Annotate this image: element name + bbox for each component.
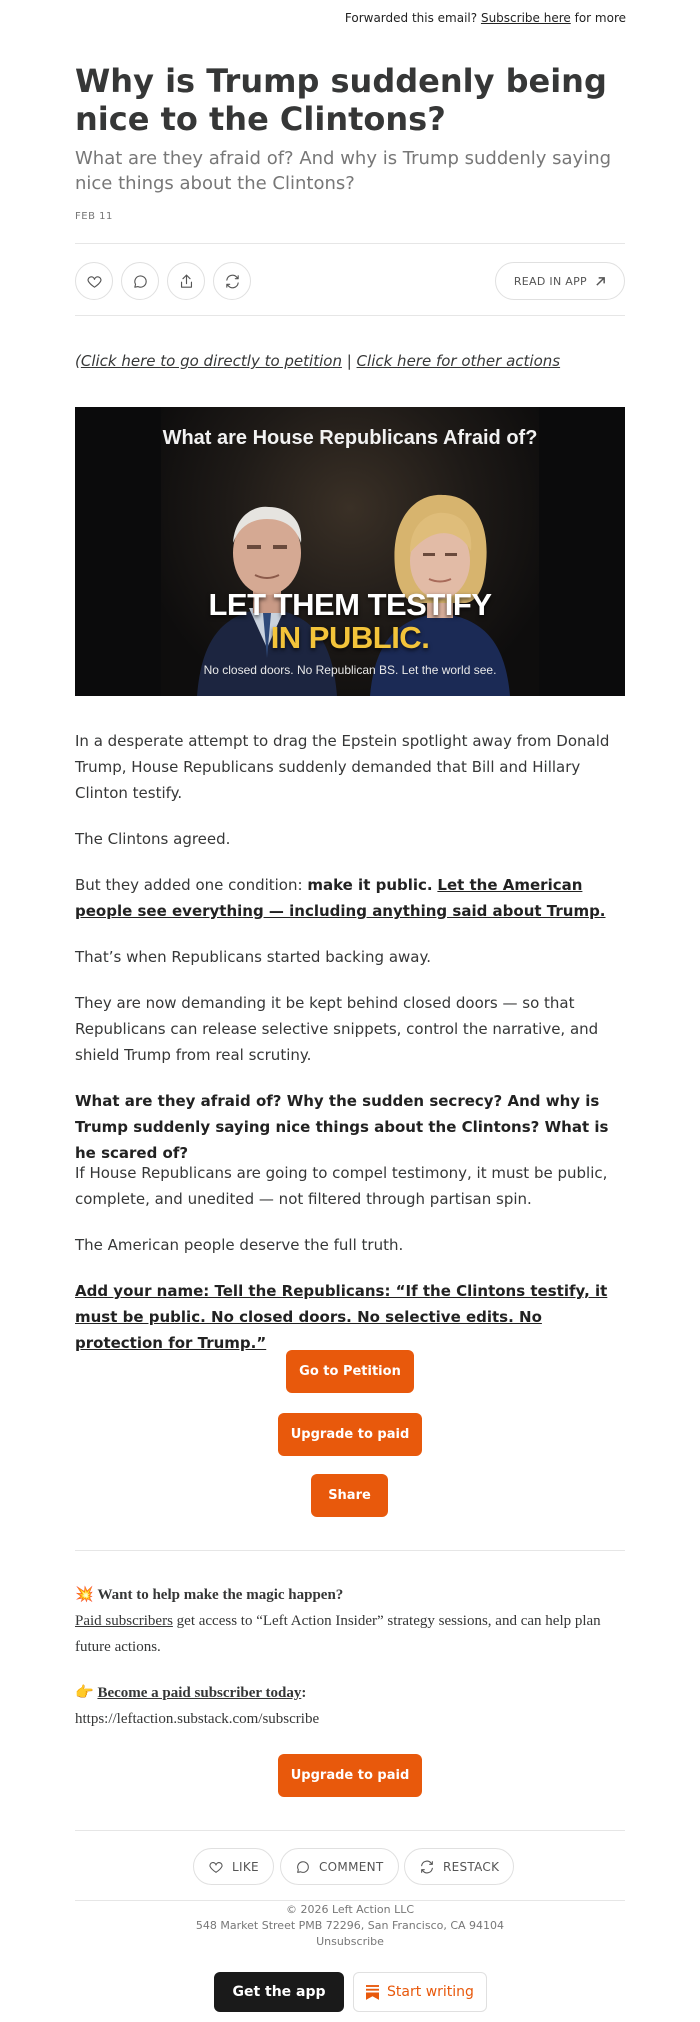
post-subtitle: What are they afraid of? And why is Trump suddenly saying nice things about the Clintons? (75, 148, 612, 194)
paragraph: That’s when Republicans started backing away. (75, 948, 431, 966)
paragraph (75, 1278, 625, 1356)
paragraph: They are now demanding it be kept behind closed doors — so that Republicans can release selective snippets, control the narrative, and shield Trump from real scrutiny. (75, 994, 599, 1064)
become-subscriber-line: 👉 Become a paid subscriber today: (75, 1685, 307, 1701)
become-paid-subscriber-link[interactable]: Become a paid subscriber today (97, 1685, 302, 1701)
comment-label: COMMENT (319, 1859, 384, 1874)
promo-text: Paid subscribers get access to “Left Action Insider” strategy sessions, and can help plan future actions. (75, 1613, 601, 1655)
boom-icon: 💥 (75, 1587, 94, 1603)
share-icon (178, 273, 195, 290)
bold-text: make it public. (307, 876, 433, 894)
share-button[interactable]: Share (311, 1474, 388, 1517)
divider (75, 1830, 625, 1831)
paragraph: The Clintons agreed. (75, 830, 231, 848)
start-writing-label: Start writing (387, 1984, 474, 2000)
like-button[interactable] (75, 262, 113, 300)
hero-headline-line2: IN PUBLIC. (270, 620, 430, 655)
divider (75, 1550, 625, 1551)
paragraph: If House Republicans are going to compel testimony, it must be public, complete, and unedited — not filtered through partisan spin. (75, 1164, 608, 1208)
upgrade-to-paid-button[interactable]: Upgrade to paid (278, 1413, 422, 1456)
forwarded-prefix: Forwarded this email? (344, 11, 478, 25)
hero-title: What are House Republicans Afraid of? (162, 427, 538, 449)
substack-logo-icon (366, 1985, 379, 2000)
other-actions-link[interactable]: Click here for other actions (356, 352, 561, 370)
hero-caption: No closed doors. No Republican BS. Let the world see. (203, 663, 497, 677)
restack-icon (224, 273, 241, 290)
petition-links: (Click here to go directly to petition | Click here for other actions (75, 352, 561, 370)
share-icon-button[interactable] (167, 262, 205, 300)
like-label: LIKE (232, 1859, 259, 1874)
see-everything-link[interactable]: Let the American people see everything — including anything said about Trump. (75, 876, 606, 920)
unsubscribe-link[interactable]: Unsubscribe (316, 1935, 384, 1948)
forwarded-note (345, 11, 626, 25)
address: 548 Market Street PMB 72296, San Francisco, CA 94104 (195, 1919, 505, 1932)
promo-heading-text: Want to help make the magic happen? (97, 1587, 344, 1603)
footer-like-button[interactable] (193, 1848, 274, 1885)
paragraph: In a desperate attempt to drag the Epstein spotlight away from Donald Trump, House Republicans suddenly demanded that Bill and Hillary Clinton testify. (75, 732, 610, 802)
start-writing-button[interactable] (353, 1972, 487, 2012)
read-in-app-button[interactable] (495, 262, 625, 300)
bold-question: What are they afraid of? Why the sudden secrecy? And why is Trump suddenly saying nice things about the Clintons? What is he scared of? (75, 1092, 609, 1162)
promo-heading (75, 1582, 625, 1608)
restack-label: RESTACK (443, 1859, 500, 1874)
forwarded-suffix: for more (574, 11, 626, 25)
divider (75, 315, 625, 316)
post-title[interactable]: Why is Trump suddenly being nice to the Clintons? (75, 62, 607, 138)
divider (75, 1900, 625, 1901)
add-your-name-link[interactable]: Add your name: Tell the Republicans: “If the Clintons testify, it must be public. No closed doors. No selective edits. No protection for Trump.” (75, 1282, 608, 1352)
heart-icon (208, 1859, 224, 1875)
read-in-app-label: READ IN APP (513, 274, 587, 288)
direct-petition-link[interactable]: Click here to go directly to petition (80, 352, 342, 370)
get-the-app-button[interactable]: Get the app (214, 1972, 344, 2012)
upgrade-to-paid-button-2[interactable]: Upgrade to paid (278, 1754, 422, 1797)
copyright: © 2026 Left Action LLC (285, 1903, 415, 1916)
hero-headline-line1: LET THEM TESTIFY (208, 587, 492, 622)
comment-icon (295, 1859, 311, 1875)
restack-icon (419, 1859, 435, 1875)
paragraph: But they added one condition: make it public. Let the American people see everything — including anything said about Trump. (75, 876, 606, 920)
footer-restack-button[interactable] (404, 1848, 514, 1885)
arrow-up-right-icon (595, 276, 606, 287)
post-date: FEB 11 (75, 211, 113, 222)
footer-comment-button[interactable] (280, 1848, 399, 1885)
restack-button[interactable] (213, 262, 251, 300)
heart-icon (86, 273, 103, 290)
comment-icon (132, 273, 149, 290)
hero-image[interactable] (75, 407, 625, 696)
subscribe-url: https://leftaction.substack.com/subscribe (75, 1711, 320, 1727)
pointing-hand-icon: 👉 (75, 1685, 94, 1701)
comment-button[interactable] (121, 262, 159, 300)
divider (75, 243, 625, 244)
paragraph (75, 1088, 625, 1166)
subscribe-here-link[interactable]: Subscribe here (480, 11, 571, 25)
paid-subscribers-link[interactable]: Paid subscribers (75, 1613, 173, 1629)
paragraph: The American people deserve the full truth. (75, 1236, 404, 1254)
man-figure (187, 463, 347, 696)
go-to-petition-button[interactable]: Go to Petition (286, 1350, 414, 1393)
